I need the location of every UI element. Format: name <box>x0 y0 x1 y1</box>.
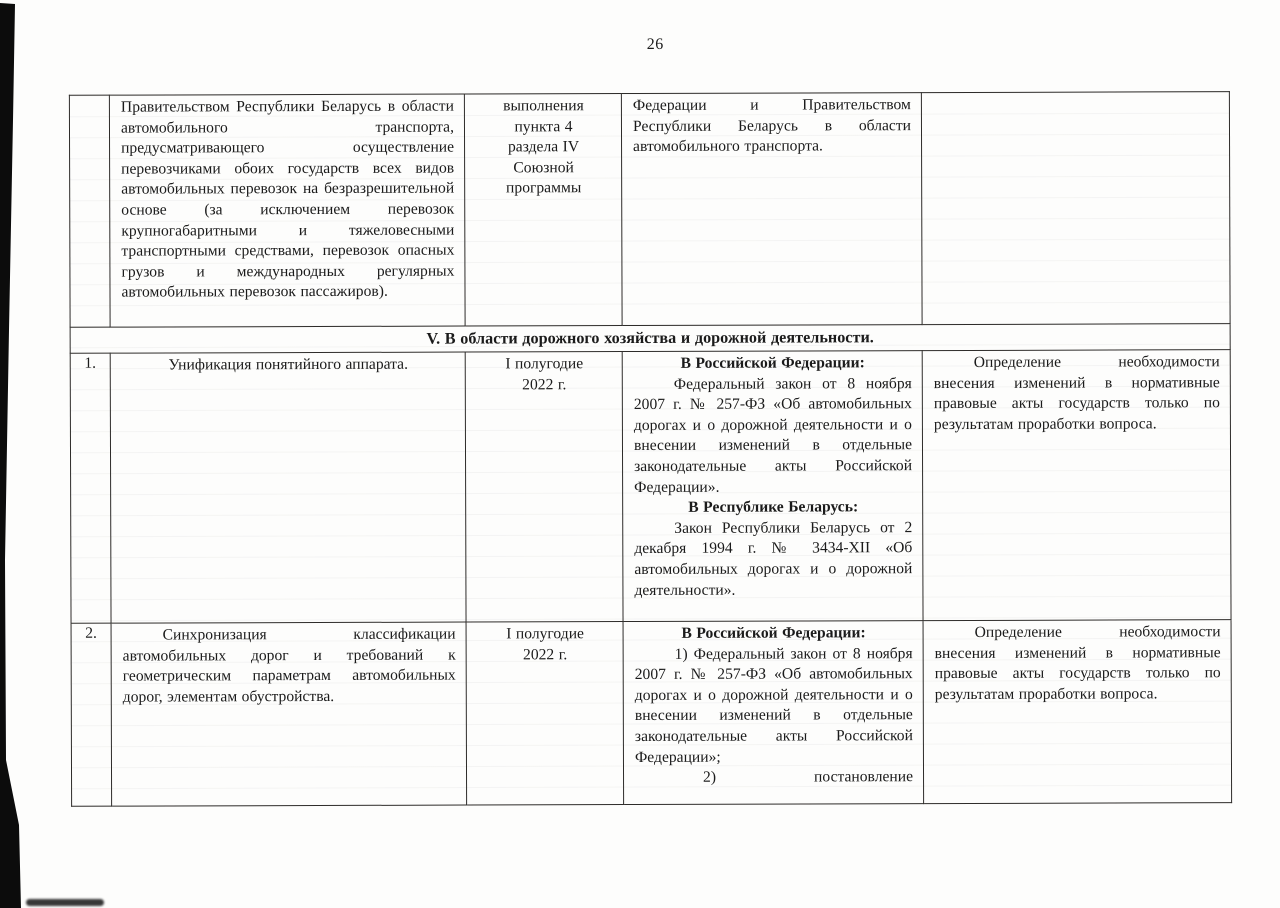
legal-basis-item2-text: постановление <box>814 768 914 786</box>
scan-artifact-bottom-smudge <box>26 899 104 906</box>
cell-activity <box>111 622 467 806</box>
scan-artifact-left-edge <box>0 0 26 908</box>
table-row-2 <box>71 620 1232 807</box>
term-text: I полугодие 2022 г. <box>505 355 584 393</box>
legal-basis-rf-text: 1) Федеральный закон от 8 ноября 2007 г. № 257-ФЗ «Об автомобильных дорогах и о дорожной деятельности и о внесении изменений в отдельные законодательные акты Российской Федерации»; <box>634 644 913 766</box>
activity-text: Унификация понятийного аппарата. <box>168 355 409 374</box>
result-text: Определение необходимости внесения изменений в нормативные правовые акты государств только по результатам проработки вопроса. <box>934 623 1221 703</box>
page-number: 26 <box>646 35 664 53</box>
legal-basis-rf-header: В Российской Федерации: <box>681 624 866 642</box>
cell-row-number-empty <box>69 95 110 327</box>
cell-activity <box>110 352 466 623</box>
cell-activity <box>109 94 465 327</box>
legal-basis-rb-header: В Республике Беларусь: <box>688 498 859 517</box>
activity-text: Синхронизация классификации автомобильных дорог и требований к геометрическим параметрам автомобильных дорог, элементам обустройства. <box>122 625 456 706</box>
cell-term <box>464 94 622 326</box>
term-text: выполнения пункта 4 раздела IV Союзной программы <box>503 97 584 197</box>
table-row-section-header <box>70 324 1230 354</box>
legal-basis-item2-line <box>635 767 913 788</box>
document-table <box>69 91 1232 807</box>
cell-result <box>922 350 1231 621</box>
cell-result-empty <box>921 92 1230 325</box>
legal-basis-text: Федерации и Правительством Республики Беларусь в области автомобильного транспорта. <box>632 96 912 156</box>
cell-term <box>466 622 624 805</box>
term-text: I полугодие 2022 г. <box>506 625 584 663</box>
row-number: 1. <box>70 353 111 623</box>
cell-legal-basis <box>622 351 923 622</box>
table-row-continuation <box>69 92 1230 328</box>
table-row-1 <box>70 350 1231 624</box>
cell-legal-basis <box>621 93 922 326</box>
legal-basis-rf-text: Федеральный закон от 8 ноября 2007 г. № 257-ФЗ «Об автомобильных дорогах и о дорожной деятельности и о внесении изменений в отдельные законодательные акты Российской Федерации». <box>633 374 913 496</box>
cell-legal-basis <box>623 621 924 805</box>
section-header: V. В области дорожного хозяйства и дорожной деятельности. <box>70 324 1230 354</box>
cell-result <box>923 620 1232 804</box>
legal-basis-rb-text: Закон Республики Беларусь от 2 декабря 1994 г. № 3434-XII «Об автомобильных дорогах и о дорожной деятельности». <box>634 518 913 599</box>
row-number: 2. <box>71 623 112 806</box>
cell-term <box>465 352 623 622</box>
result-text: Определение необходимости внесения изменений в нормативные правовые акты государств только по результатам проработки вопроса. <box>933 353 1220 433</box>
legal-basis-item2-number: 2) <box>703 768 717 786</box>
legal-basis-rf-header: В Российской Федерации: <box>680 354 865 372</box>
activity-text: Правительством Республики Беларусь в области автомобильного транспорта, предусматривающего осуществление перевозчиками обоих государств всех видов автомобильных перевозок на безразрешительной основе (за исключением перевозок крупногабаритными и тяжеловесными транспортными средствами, перевозок опасных грузов и международных регулярных автомобильных перевозок пассажиров). <box>120 97 455 301</box>
